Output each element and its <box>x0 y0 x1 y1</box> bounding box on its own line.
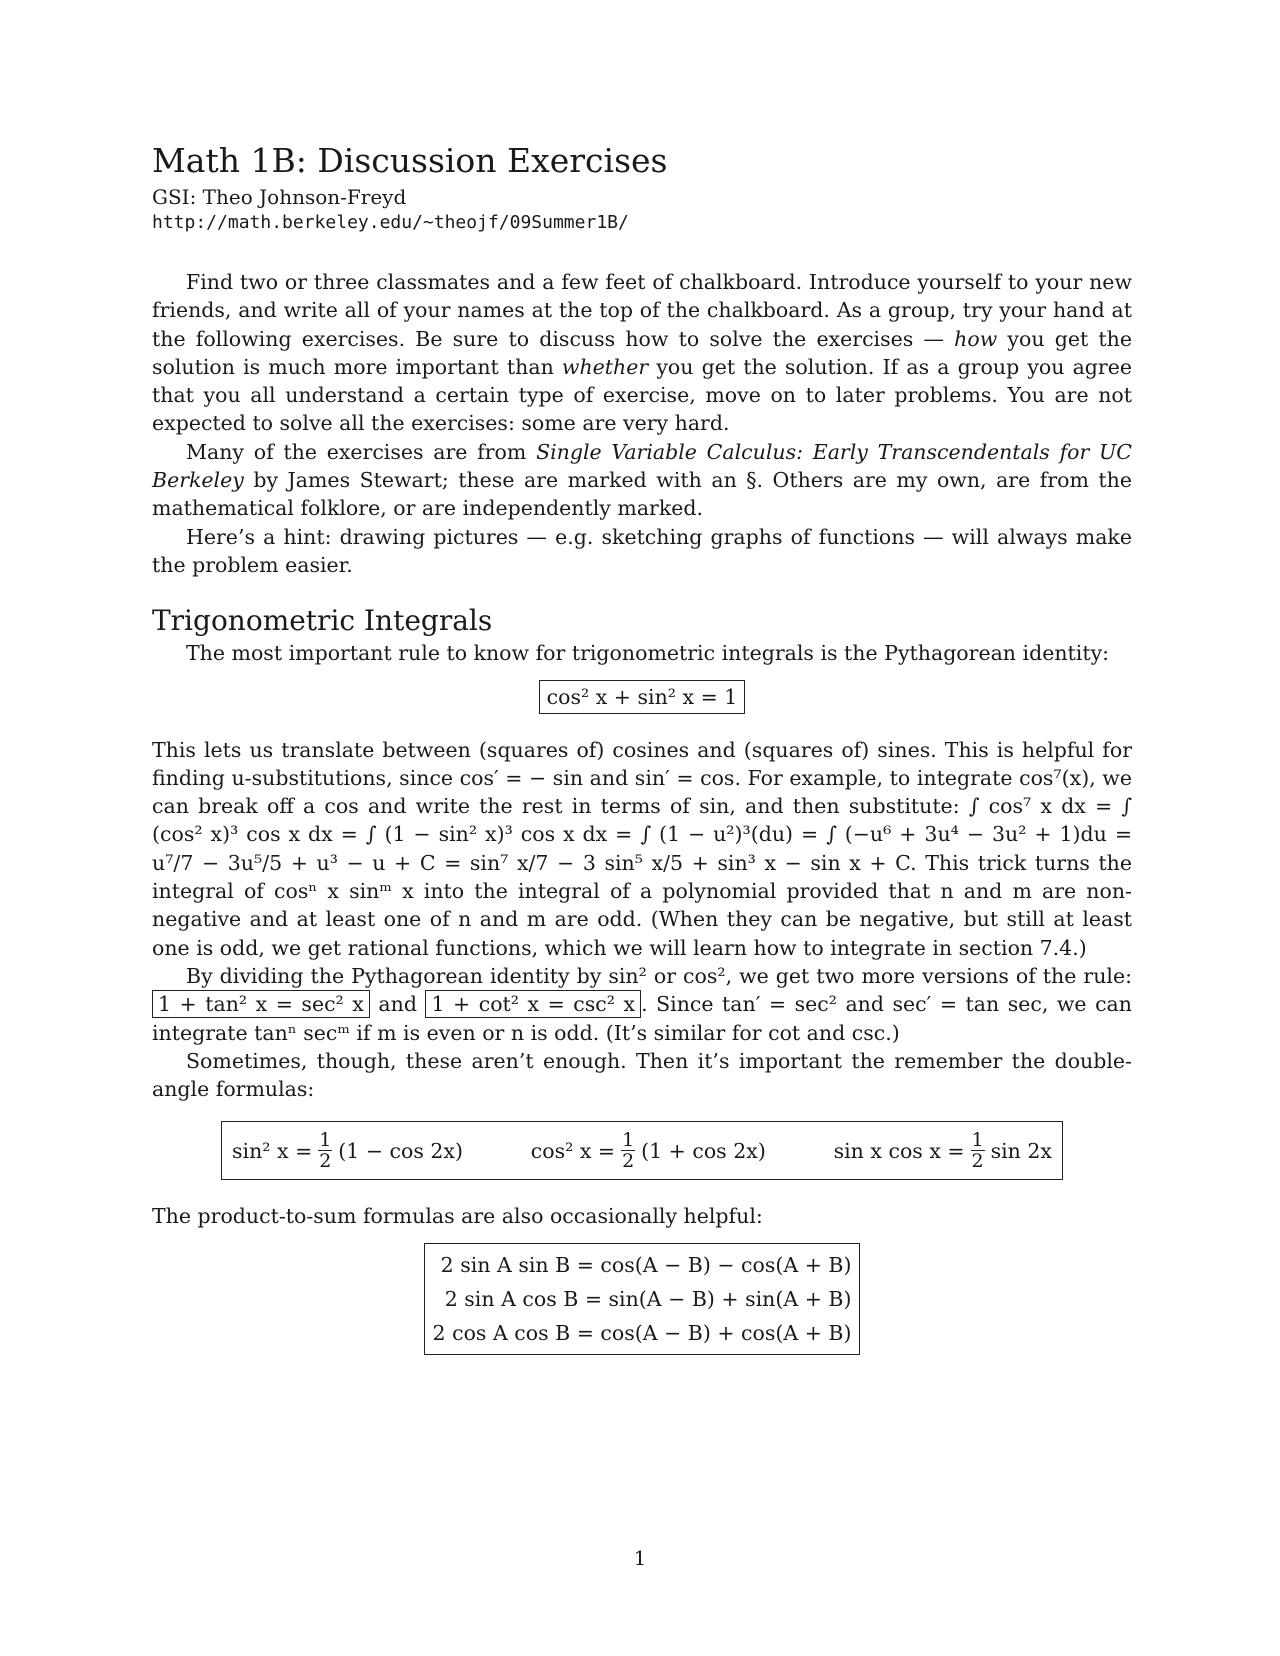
page-title: Math 1B: Discussion Exercises <box>152 141 668 180</box>
cos-squared-formula: cos² x = $\frac{1}{2}$ (1 + cos 2x) <box>530 1129 766 1173</box>
gsi-line: GSI: Theo Johnson-Freyd <box>152 185 407 209</box>
section-lead: The most important rule to know for trigonometric integrals is the Pythagorean identity: <box>186 641 1110 666</box>
cot-csc-identity-box: 1 + cot² x = csc² x <box>425 990 641 1018</box>
intro-paragraph-3: Here’s a hint: drawing pictures — e.g. sketching graphs of functions — will always make the problem easier. <box>152 524 1132 577</box>
product-to-sum-formula: 2 cos A cos B = cos(A − B) + cos(A + B) <box>432 1320 852 1345</box>
tan-sec-identity-box: 1 + tan² x = sec² x <box>152 990 370 1018</box>
intro-paragraph-1: Find two or three classmates and a few feet of chalkboard. Introduce yourself to your new friends, and write all of your names at the top of the chalkboard. As a group, try your hand at the following exercises. Be sure to discuss how to solve the exercises — how you get the solution is much more important than whether you get the solution. If as a group you agree that you all understand a certain type of exercise, move on to later problems. You are not expected to solve all the exercises: some are very hard. <box>152 270 1132 436</box>
product-to-sum-formula: 2 sin A cos B = sin(A − B) + sin(A + B) <box>444 1286 852 1311</box>
pythagorean-identity-box: cos² x + sin² x = 1 <box>539 680 746 714</box>
intro-section <box>152 268 1132 579</box>
substitution-paragraph: This lets us translate between (squares of) cosines and (squares of) sines. This is helpful for finding u-substitutions, since cos′ = − sin and sin′ = cos. For example, to integrate cos⁷(x), we can break off a cos and write the rest in terms of sin, and then substitute: ∫ cos⁷ x dx = ∫ (cos² x)³ cos x dx = ∫ (1 − sin² x)³ cos x dx = ∫ (1 − u²)³(du) = ∫ (−u⁶ + 3u⁴ − 3u² + 1)du = u⁷/7 − 3u⁵/5 + u³ − u + C = sin⁷ x/7 − 3 sin⁵ x/5 + sin³ x − sin x + C. This trick turns the integral of cosⁿ x sinᵐ x into the integral of a polynomial provided that n and m are non-negative and at least one of n and m are odd. (When they can be negative, but still at least one is odd, we get rational functions, which we will learn how to integrate in section 7.4.) <box>152 737 1132 960</box>
intro-paragraph-2: Many of the exercises are from Single Variable Calculus: Early Transcendentals for UC Berkeley by James Stewart; these are marked with an §. Others are my own, are from the mathematical folklore, or are independently marked. <box>152 439 1132 521</box>
product-to-sum-intro: The product-to-sum formulas are also occasionally helpful: <box>152 1204 763 1229</box>
identity-versions-paragraph: By dividing the Pythagorean identity by sin² or cos², we get two more versions of the rule: 1 + tan² x = sec² x and 1 + cot² x = csc² x . Since tan′ = sec² and sec′ = tan sec, we can integrate tanⁿ secᵐ if m is even or n is odd. (It’s similar for cot and csc.) <box>152 963 1132 1045</box>
page-number: 1 <box>633 1546 647 1570</box>
fraction-one-half: $\frac{1}{2}$ <box>971 1129 984 1173</box>
document-page <box>152 140 1132 1355</box>
double-angle-row <box>152 1121 1132 1180</box>
course-url[interactable]: http://math.berkeley.edu/~theojf/09Summer1B/ <box>152 212 629 233</box>
product-to-sum-formula: 2 sin A sin B = cos(A − B) − cos(A + B) <box>440 1252 852 1277</box>
sin-squared-formula: sin² x = $\frac{1}{2}$ (1 − cos 2x) <box>232 1129 463 1173</box>
fraction-one-half: $\frac{1}{2}$ <box>622 1129 635 1173</box>
double-angle-box <box>221 1121 1063 1180</box>
pythagorean-identity-row <box>152 680 1132 714</box>
fraction-one-half: $\frac{1}{2}$ <box>319 1129 332 1173</box>
section-heading: Trigonometric Integrals <box>152 604 493 638</box>
product-to-sum-row <box>152 1243 1132 1355</box>
product-to-sum-box <box>424 1243 861 1355</box>
double-angle-intro: Sometimes, though, these aren’t enough. Then it’s important the remember the double-angle formulas: <box>152 1048 1132 1102</box>
sin-cos-formula: sin x cos x = $\frac{1}{2}$ sin 2x <box>833 1129 1052 1173</box>
